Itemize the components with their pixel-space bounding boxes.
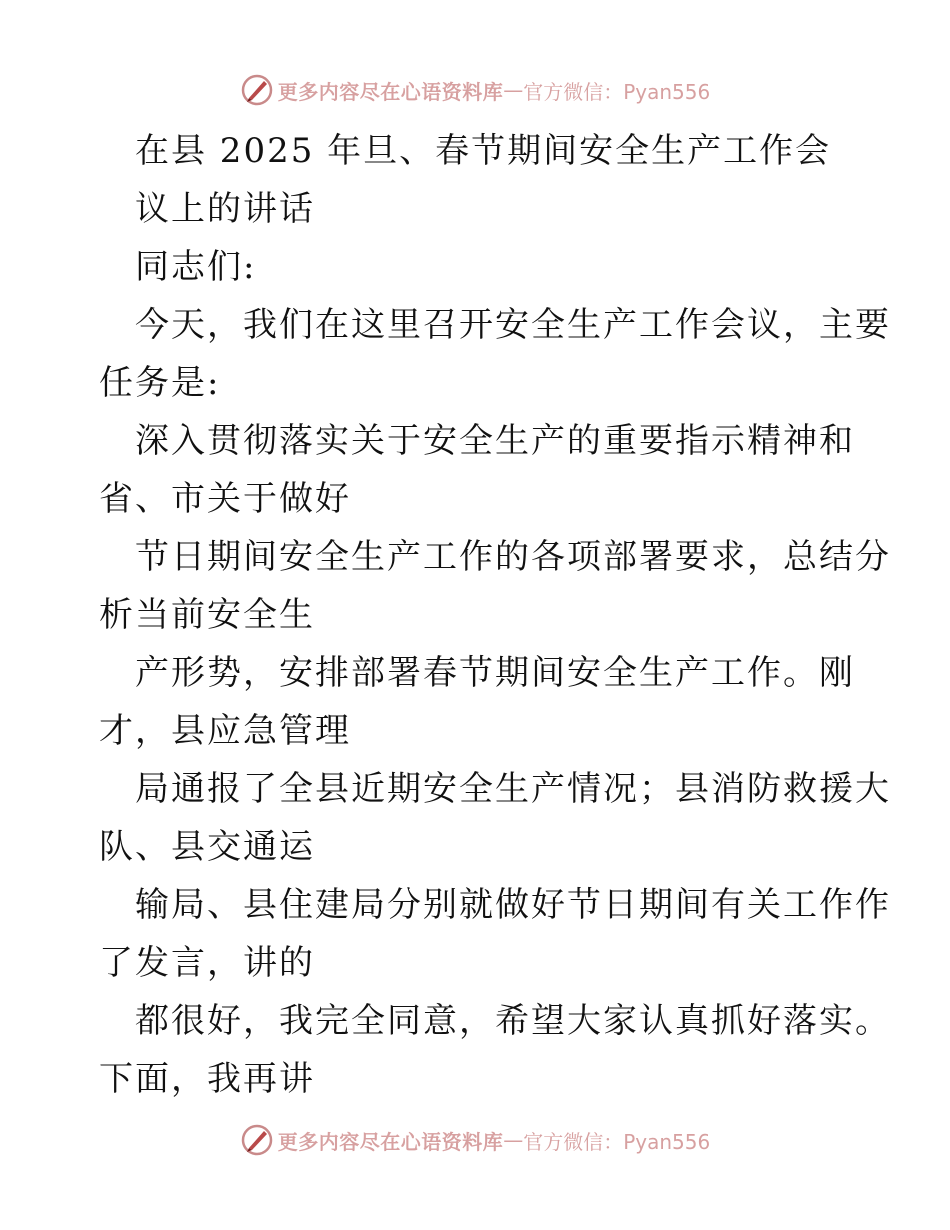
salutation: 同志们: — [135, 247, 257, 287]
body-line: 下面，我再讲 — [99, 1059, 315, 1099]
body-line: 队、县交通运 — [99, 827, 315, 867]
banner-brand-text: 更多内容尽在心语资料库 — [277, 79, 504, 104]
banner-wechat-text: 官方微信：Pyan556 — [523, 79, 711, 104]
quill-pen-icon — [240, 73, 274, 107]
body-line: 深入贯彻落实关于安全生产的重要指示精神和 — [135, 421, 855, 461]
banner-separator: — — [503, 78, 524, 102]
banner-separator: — — [503, 1128, 524, 1152]
banner-brand-text: 更多内容尽在心语资料库 — [277, 1129, 504, 1154]
body-line: 都很好，我完全同意，希望大家认真抓好落实。 — [135, 1001, 891, 1041]
body-line: 节日期间安全生产工作的各项部署要求，总结分 — [135, 537, 891, 577]
body-line: 任务是: — [99, 363, 221, 403]
body-line: 局通报了全县近期安全生产情况；县消防救援大 — [135, 769, 891, 809]
body-line: 输局、县住建局分别就做好节日期间有关工作作 — [135, 885, 891, 925]
body-line: 才，县应急管理 — [99, 711, 351, 751]
banner-wechat-text: 官方微信：Pyan556 — [523, 1129, 711, 1154]
body-paragraphs — [99, 296, 891, 1108]
document-title-line-1: 在县 2025 年旦、春节期间安全生产工作会 — [135, 131, 832, 171]
document-body — [99, 122, 891, 1108]
body-line: 今天，我们在这里召开安全生产工作会议，主要 — [135, 305, 891, 345]
footer-watermark-banner — [0, 1120, 950, 1160]
header-watermark-banner — [0, 70, 950, 110]
document-title-line-2: 议上的讲话 — [135, 189, 315, 229]
body-line: 析当前安全生 — [99, 595, 315, 635]
body-line: 了发言，讲的 — [99, 943, 315, 983]
quill-pen-icon — [240, 1123, 274, 1157]
body-line: 省、市关于做好 — [99, 479, 351, 519]
body-line: 产形势，安排部署春节期间安全生产工作。刚 — [135, 653, 855, 693]
